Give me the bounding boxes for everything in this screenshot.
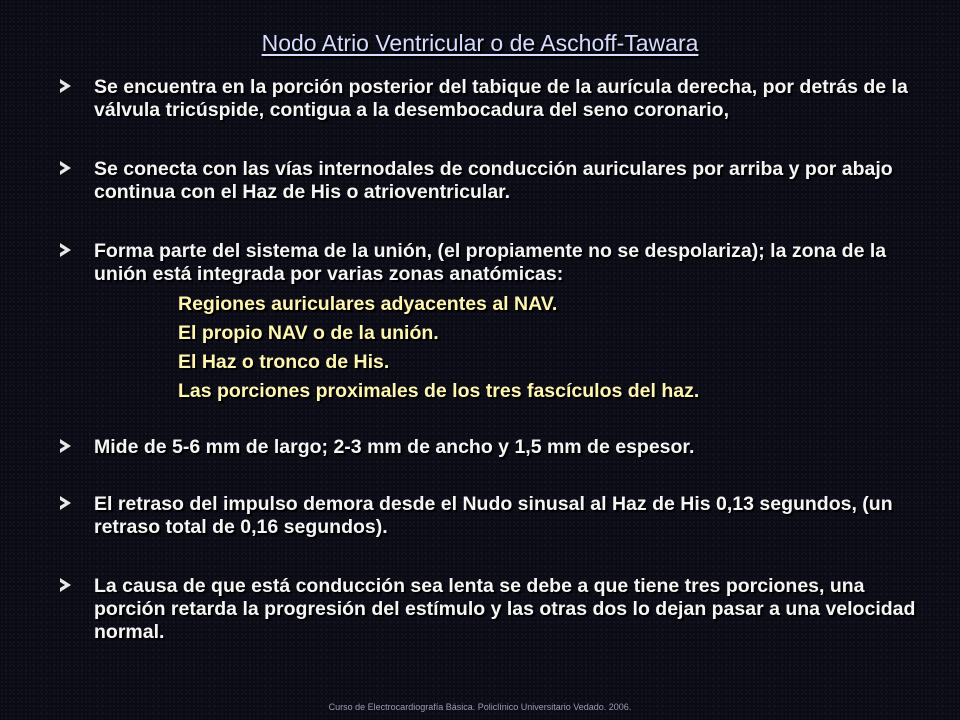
sub-list [94, 290, 916, 406]
bullet-item [56, 436, 916, 459]
bullet-text: Se encuentra en la porción posterior del tabique de la aurícula derecha, por detrás de la válvula tricúspide, contigua a la desembocadura del seno coronario, [94, 76, 908, 121]
sub-list-item: Regiones auriculares adyacentes al NAV. [178, 293, 558, 315]
footer-text: Curso de Electrocardiografía Básica. Policlínico Universitario Vedado. 2006. [328, 702, 632, 712]
bullet-item [56, 240, 916, 406]
slide-title: Nodo Atrio Ventricular o de Aschoff-Tawara [261, 30, 699, 56]
arrowhead-bullet-icon [60, 578, 71, 592]
arrowhead-bullet-icon [60, 161, 71, 175]
bullet-text: Se conecta con las vías internodales de conducción auriculares por arriba y por abajo continua con el Haz de His o atrioventricular. [94, 158, 893, 203]
bullet-item [56, 493, 916, 539]
bullet-text: Forma parte del sistema de la unión, (el propiamente no se despolariza); la zona de la unión está integrada por varias zonas anatómicas: [94, 240, 887, 285]
bullet-item [56, 76, 916, 122]
bullet-text: El retraso del impulso demora desde el Nudo sinusal al Haz de His 0,13 segundos, (un retraso total de 0,16 segundos). [94, 493, 893, 538]
arrowhead-bullet-icon [60, 79, 71, 93]
sub-list-item: El propio NAV o de la unión. [178, 322, 439, 344]
bullet-list [56, 76, 916, 644]
bullet-text: Mide de 5-6 mm de largo; 2-3 mm de ancho y 1,5 mm de espesor. [94, 436, 695, 458]
bullet-text: La causa de que está conducción sea lenta se debe a que tiene tres porciones, una porción retarda la progresión del estímulo y las otras dos lo dejan pasar a una velocidad normal. [94, 575, 916, 643]
bullet-item [56, 158, 916, 204]
bullet-item [56, 575, 916, 644]
sub-list-item: El Haz o tronco de His. [178, 351, 390, 373]
arrowhead-bullet-icon [60, 496, 71, 510]
slide-footer [0, 702, 960, 712]
arrowhead-bullet-icon [60, 439, 71, 453]
arrowhead-bullet-icon [60, 243, 71, 257]
sub-list-item: Las porciones proximales de los tres fascículos del haz. [178, 380, 700, 402]
